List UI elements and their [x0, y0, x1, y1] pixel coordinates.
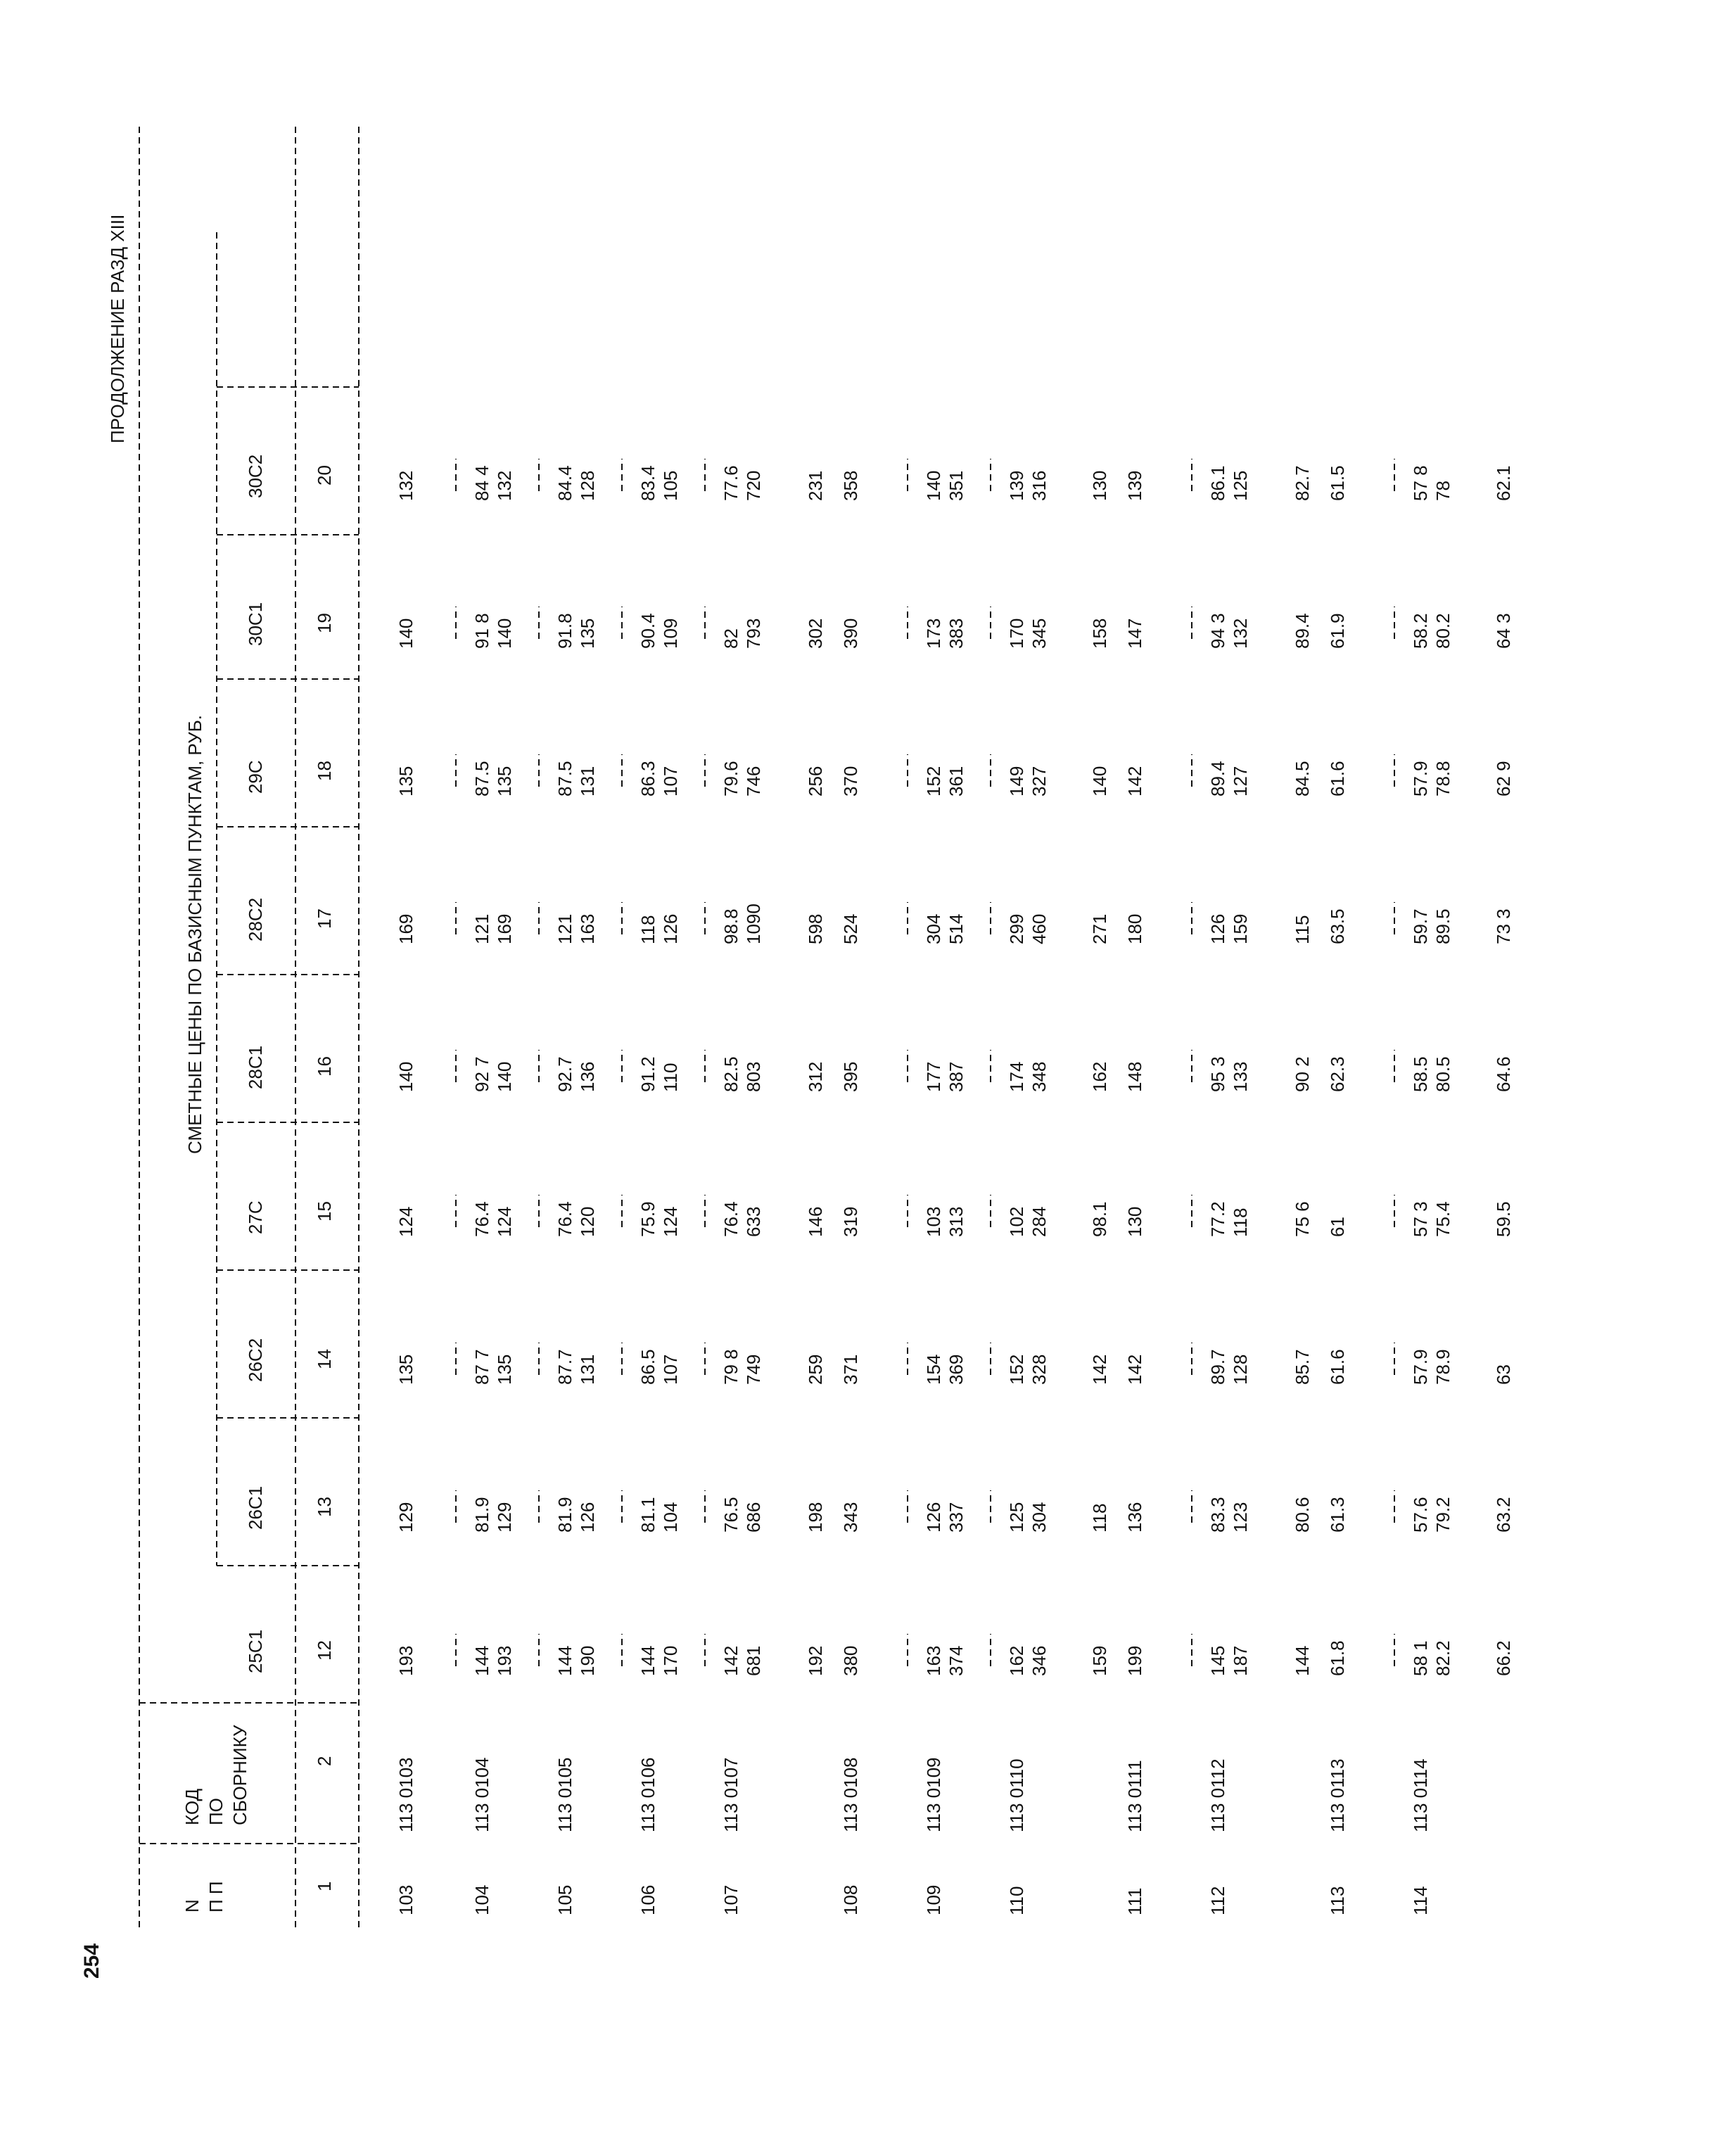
table-cell-value: 299	[1006, 913, 1027, 944]
table-cell-value: 180	[1124, 913, 1145, 944]
table-cell-value: 192	[805, 1645, 826, 1676]
row-number: 105	[554, 1884, 575, 1915]
table-cell-value: 199	[1124, 1645, 1145, 1676]
table-cell-value: 90 2	[1292, 1056, 1313, 1092]
table-cell-value: 128	[1230, 1354, 1251, 1385]
table-cell-value: 144	[554, 1645, 575, 1676]
table-header	[182, 455, 335, 1913]
table-cell-value: 129	[494, 1502, 515, 1533]
table-cell-value: 319	[840, 1206, 861, 1237]
table-cell-value: 57 8	[1410, 465, 1431, 501]
n-label-line: П П	[205, 1881, 227, 1913]
table-cell-value: 98.1	[1089, 1201, 1110, 1237]
station-header: 25С1	[245, 1629, 266, 1673]
table-cell-value: 57.9	[1410, 1349, 1431, 1385]
table-static	[80, 215, 205, 1979]
row-number: 113	[1327, 1886, 1348, 1915]
table-cell-value: 64.6	[1493, 1056, 1514, 1092]
table-cell-value: 125	[1230, 470, 1251, 501]
table-cell-value: 110	[660, 1063, 681, 1092]
table-cell-value: 87.7	[554, 1349, 575, 1385]
table-cell-value: 135	[494, 1354, 515, 1385]
table-cell-value: 87.5	[471, 761, 492, 797]
table-cell-value: 144	[471, 1645, 492, 1676]
table-cell-value: 80.2	[1432, 613, 1454, 649]
table-cell-value: 91.2	[637, 1056, 659, 1092]
table-cell-value: 87.5	[554, 761, 575, 797]
table-cell-value: 61.5	[1327, 465, 1348, 501]
column-number: 1	[314, 1881, 335, 1891]
table-cell-value: 148	[1124, 1061, 1145, 1092]
table-cell-value: 59.7	[1410, 908, 1431, 944]
table-cell-value: 304	[923, 913, 944, 944]
table-cell-value: 686	[743, 1502, 764, 1533]
table-cell-value: 63.2	[1493, 1497, 1514, 1533]
table-cell-value: 121	[471, 913, 492, 944]
table-cell-value: 81.1	[637, 1497, 659, 1533]
table-cell-value: 109	[660, 618, 681, 649]
table-cell-value: 136	[1124, 1502, 1145, 1533]
table-cell-value: 58.5	[1410, 1056, 1431, 1092]
row-number: 106	[637, 1884, 659, 1915]
row-code: 113 0112	[1207, 1758, 1228, 1832]
table-cell-value: 177	[923, 1061, 944, 1092]
code-label-line: ПО	[205, 1798, 227, 1825]
table-cell-value: 77.2	[1207, 1201, 1228, 1237]
table-cell-value: 162	[1089, 1061, 1110, 1092]
table-cell-value: 83.4	[637, 465, 659, 501]
row-number: 111	[1124, 1887, 1145, 1915]
table-cell-value: 98.8	[720, 908, 742, 944]
table-cell-value: 86.3	[637, 761, 659, 797]
row-code: 113 0108	[840, 1757, 861, 1832]
group-title: СМЕТНЫЕ ЦЕНЫ ПО БАЗИСНЫМ ПУНКТАМ, РУБ.	[184, 715, 205, 1154]
table-cell-value: 159	[1230, 913, 1251, 944]
table-cell-value: 84.5	[1292, 761, 1313, 797]
table-cell-value: 78.8	[1432, 761, 1454, 797]
table-cell-value: 124	[494, 1206, 515, 1237]
table-cell-value: 126	[923, 1502, 944, 1533]
table-cell-value: 89.4	[1207, 761, 1228, 797]
table-cell-value: 390	[840, 618, 861, 649]
table-cell-value: 142	[1089, 1354, 1110, 1385]
table-cell-value: 351	[946, 470, 967, 501]
table-cell-value: 174	[1006, 1061, 1027, 1092]
table-cell-value: 144	[637, 1645, 659, 1676]
table-cell-value: 58 1	[1410, 1640, 1431, 1676]
row-code: 113 0105	[554, 1757, 575, 1832]
table-cell-value: 131	[577, 766, 598, 797]
table-cell-value: 61.6	[1327, 1349, 1348, 1385]
table-cell-value: 147	[1124, 618, 1145, 649]
table-cell-value: 130	[1089, 470, 1110, 501]
table-cell-value: 75 6	[1292, 1201, 1313, 1237]
table-cell-value: 348	[1029, 1061, 1050, 1092]
column-number: 17	[314, 908, 335, 929]
table-cell-value: 82.2	[1432, 1640, 1454, 1676]
table-cell-value: 169	[494, 913, 515, 944]
table-cell-value: 129	[395, 1502, 416, 1533]
table-cell-value: 144	[1292, 1645, 1313, 1676]
table-cell-value: 61.8	[1327, 1640, 1348, 1676]
table-cell-value: 118	[1089, 1503, 1110, 1533]
table-cell-value: 104	[660, 1502, 681, 1533]
table-cell-value: 142	[1124, 766, 1145, 797]
table-cell-value: 61.3	[1327, 1497, 1348, 1533]
table-cell-value: 78	[1432, 481, 1454, 501]
table-cell-value: 140	[494, 1061, 515, 1092]
table-cell-value: 749	[743, 1354, 764, 1385]
table-cell-value: 121	[554, 913, 575, 944]
table-cell-value: 681	[743, 1645, 764, 1676]
table-cell-value: 84 4	[471, 465, 492, 501]
table-cell-value: 152	[1006, 1354, 1027, 1385]
table-cell-value: 126	[577, 1502, 598, 1533]
table-cell-value: 132	[1230, 618, 1251, 649]
table-cell-value: 89.7	[1207, 1349, 1228, 1385]
table-cell-value: 259	[805, 1354, 826, 1385]
table-cell-value: 82.5	[720, 1056, 742, 1092]
table-cell-value: 346	[1029, 1645, 1050, 1676]
table-cell-value: 327	[1029, 766, 1050, 797]
column-number: 18	[314, 761, 335, 781]
table-cell-value: 78.9	[1432, 1349, 1454, 1385]
table-cell-value: 79.2	[1432, 1497, 1454, 1533]
table-cell-value: 135	[395, 766, 416, 797]
column-number: 12	[314, 1640, 335, 1661]
table-cell-value: 73 3	[1493, 908, 1514, 944]
table-cell-value: 107	[660, 1354, 681, 1385]
table-cell-value: 123	[1230, 1502, 1251, 1533]
table-cell-value: 81.9	[554, 1497, 575, 1533]
row-number: 109	[923, 1884, 944, 1915]
table-cell-value: 118	[637, 915, 659, 944]
table-cell-value: 149	[1006, 766, 1027, 797]
table-cell-value: 66.2	[1493, 1640, 1514, 1676]
table-cell-value: 193	[494, 1645, 515, 1676]
row-number: 104	[471, 1884, 492, 1915]
table-cell-value: 304	[1029, 1502, 1050, 1533]
table-cell-value: 57 3	[1410, 1201, 1431, 1237]
table-cell-value: 374	[946, 1645, 967, 1676]
column-number: 2	[314, 1756, 335, 1766]
table-cell-value: 76.5	[720, 1497, 742, 1533]
running-head: ПРОДОЛЖЕНИЕ РАЗД XIII	[107, 214, 128, 443]
table-cell-value: 81.9	[471, 1497, 492, 1533]
table-cell-value: 76.4	[554, 1201, 575, 1237]
table-cell-value: 89.4	[1292, 613, 1313, 649]
code-label-line: СБОРНИКУ	[229, 1725, 250, 1825]
table-cell-value: 170	[660, 1645, 681, 1676]
table-cell-value: 82	[720, 628, 742, 649]
table-cell-value: 58.2	[1410, 613, 1431, 649]
table-cell-value: 85.7	[1292, 1349, 1313, 1385]
table-cell-value: 135	[395, 1354, 416, 1385]
table-cell-value: 84.4	[554, 465, 575, 501]
table-cell-value: 140	[923, 470, 944, 501]
table-cell-value: 64 3	[1493, 613, 1514, 649]
station-header: 30С2	[245, 454, 266, 498]
table-body	[395, 465, 1514, 1915]
table-cell-value: 79 8	[720, 1349, 742, 1385]
row-code: 113 0106	[637, 1757, 659, 1832]
table-cell-value: 57.6	[1410, 1497, 1431, 1533]
table-cell-value: 115	[1292, 915, 1313, 944]
table-cell-value: 91.8	[554, 613, 575, 649]
table-cell-value: 380	[840, 1645, 861, 1676]
table-cell-value: 154	[923, 1354, 944, 1385]
table-cell-value: 63.5	[1327, 908, 1348, 944]
table-cell-value: 193	[395, 1645, 416, 1676]
code-label-line: КОД	[182, 1788, 203, 1825]
station-header: 28С1	[245, 1045, 266, 1089]
table-cell-value: 95 3	[1207, 1056, 1228, 1092]
table-cell-value: 107	[660, 766, 681, 797]
table-cell-value: 383	[946, 618, 967, 649]
column-number: 15	[314, 1201, 335, 1222]
table-cell-value: 337	[946, 1502, 967, 1533]
row-code: 113 0111	[1124, 1760, 1145, 1832]
table-cell-value: 328	[1029, 1354, 1050, 1385]
column-number: 20	[314, 465, 335, 486]
table-cell-value: 793	[743, 618, 764, 649]
row-number: 114	[1410, 1886, 1431, 1915]
table-cell-value: 75.4	[1432, 1201, 1454, 1237]
table-cell-value: 173	[923, 618, 944, 649]
table-cell-value: 146	[805, 1206, 826, 1237]
row-code: 113 0113	[1327, 1758, 1348, 1832]
table-cell-value: 62 9	[1493, 761, 1514, 797]
table-cell-value: 395	[840, 1061, 861, 1092]
table-cell-value: 387	[946, 1061, 967, 1092]
table-cell-value: 133	[1230, 1061, 1251, 1092]
table-cell-value: 302	[805, 618, 826, 649]
row-code: 113 0109	[923, 1757, 944, 1832]
table-cell-value: 158	[1089, 618, 1110, 649]
table-cell-value: 130	[1124, 1206, 1145, 1237]
table-cell-value: 371	[840, 1354, 861, 1385]
row-number: 107	[720, 1884, 742, 1915]
table-cell-value: 76.4	[471, 1201, 492, 1237]
table-cell-value: 140	[494, 618, 515, 649]
page-number: 254	[80, 1943, 103, 1979]
table-cell-value: 145	[1207, 1645, 1228, 1676]
row-code: 113 0103	[395, 1757, 416, 1832]
table-cell-value: 135	[494, 766, 515, 797]
table-cell-value: 746	[743, 766, 764, 797]
table-cell-value: 142	[1124, 1354, 1145, 1385]
table-cell-value: 128	[577, 470, 598, 501]
table-cell-value: 94 3	[1207, 613, 1228, 649]
table-cell-value: 61.9	[1327, 613, 1348, 649]
row-code: 113 0104	[471, 1757, 492, 1832]
table-cell-value: 598	[805, 913, 826, 944]
table-cell-value: 61.6	[1327, 761, 1348, 797]
table-cell-value: 80.6	[1292, 1497, 1313, 1533]
station-header: 27С	[245, 1200, 266, 1234]
n-label-line: N	[182, 1899, 203, 1913]
table-cell-value: 345	[1029, 618, 1050, 649]
row-number: 103	[395, 1884, 416, 1915]
table-cell-value: 89.5	[1432, 908, 1454, 944]
table-cell-value: 82.7	[1292, 465, 1313, 501]
column-number: 14	[314, 1349, 335, 1369]
station-header: 28С2	[245, 897, 266, 941]
table-cell-value: 256	[805, 766, 826, 797]
table-cell-value: 86.1	[1207, 465, 1228, 501]
table-cell-value: 140	[395, 618, 416, 649]
table-cell-value: 86.5	[637, 1349, 659, 1385]
table-cell-value: 343	[840, 1502, 861, 1533]
table-cell-value: 124	[395, 1206, 416, 1237]
table-cell-value: 231	[805, 470, 826, 501]
table-cell-value: 103	[923, 1206, 944, 1237]
row-code: 113 0110	[1006, 1758, 1027, 1832]
table-cell-value: 90.4	[637, 613, 659, 649]
table-cell-value: 87 7	[471, 1349, 492, 1385]
table-cell-value: 79.6	[720, 761, 742, 797]
table-cell-value: 524	[840, 913, 861, 944]
table-cell-value: 370	[840, 766, 861, 797]
table-cell-value: 131	[577, 1354, 598, 1385]
row-number: 112	[1207, 1886, 1228, 1915]
table-cell-value: 102	[1006, 1206, 1027, 1237]
table-cell-value: 163	[577, 913, 598, 944]
table-cell-value: 142	[720, 1645, 742, 1676]
table-cell-value: 63	[1493, 1364, 1514, 1385]
table-cell-value: 198	[805, 1502, 826, 1533]
table-cell-value: 125	[1006, 1502, 1027, 1533]
table-cell-value: 76.4	[720, 1201, 742, 1237]
table-cell-value: 83.3	[1207, 1497, 1228, 1533]
table-cell-value: 80.5	[1432, 1056, 1454, 1092]
table-cell-value: 369	[946, 1354, 967, 1385]
column-number: 16	[314, 1056, 335, 1077]
table-cell-value: 169	[395, 913, 416, 944]
row-number: 108	[840, 1884, 861, 1915]
table-cell-value: 92.7	[554, 1056, 575, 1092]
column-number: 13	[314, 1497, 335, 1517]
table-cell-value: 358	[840, 470, 861, 501]
table-cell-value: 126	[1207, 913, 1228, 944]
table-cell-value: 139	[1124, 470, 1145, 501]
table-cell-value: 61	[1327, 1217, 1348, 1237]
table-cell-value: 187	[1230, 1645, 1251, 1676]
table-cell-value: 284	[1029, 1206, 1050, 1237]
table-cell-value: 136	[577, 1061, 598, 1092]
table-cell-value: 92 7	[471, 1056, 492, 1092]
table-cell-value: 124	[660, 1206, 681, 1237]
table-cell-value: 271	[1089, 913, 1110, 944]
table-cell-value: 460	[1029, 913, 1050, 944]
table-cell-value: 132	[494, 470, 515, 501]
row-code: 113 0114	[1410, 1758, 1431, 1832]
table-cell-value: 135	[577, 618, 598, 649]
row-number: 110	[1006, 1886, 1027, 1915]
table-cell-value: 159	[1089, 1645, 1110, 1676]
table-cell-value: 126	[660, 913, 681, 944]
table-cell-value: 514	[946, 913, 967, 944]
table-cell-value: 163	[923, 1645, 944, 1676]
table-cell-value: 132	[395, 470, 416, 501]
table-cell-value: 162	[1006, 1645, 1027, 1676]
row-code: 113 0107	[720, 1757, 742, 1832]
column-number: 19	[314, 613, 335, 633]
table-cell-value: 170	[1006, 618, 1027, 649]
table-cell-value: 803	[743, 1061, 764, 1092]
table-cell-value: 105	[660, 470, 681, 501]
table-cell-value: 316	[1029, 470, 1050, 501]
station-header: 30С1	[245, 602, 266, 646]
table-cell-value: 140	[1089, 766, 1110, 797]
table-cell-value: 361	[946, 766, 967, 797]
table-cell-value: 77.6	[720, 465, 742, 501]
table-cell-value: 140	[395, 1061, 416, 1092]
table-cell-value: 91 8	[471, 613, 492, 649]
table-cell-value: 1090	[743, 903, 764, 944]
table-cell-value: 62.3	[1327, 1056, 1348, 1092]
station-header: 26С2	[245, 1338, 266, 1382]
table-cell-value: 720	[743, 470, 764, 501]
table-cell-value: 120	[577, 1206, 598, 1237]
table-cell-value: 190	[577, 1645, 598, 1676]
table-cell-value: 152	[923, 766, 944, 797]
table-cell-value: 118	[1230, 1207, 1251, 1237]
table-cell-value: 59.5	[1493, 1201, 1514, 1237]
station-header: 26С1	[245, 1485, 266, 1530]
table-cell-value: 312	[805, 1061, 826, 1092]
table-cell-value: 127	[1230, 766, 1251, 797]
table-cell-value: 633	[743, 1206, 764, 1237]
station-header: 29С	[245, 760, 266, 794]
table-cell-value: 139	[1006, 470, 1027, 501]
table-cell-value: 57.9	[1410, 761, 1431, 797]
table-cell-value: 62.1	[1493, 465, 1514, 501]
table-cell-value: 75.9	[637, 1201, 659, 1237]
table-cell-value: 313	[946, 1206, 967, 1237]
